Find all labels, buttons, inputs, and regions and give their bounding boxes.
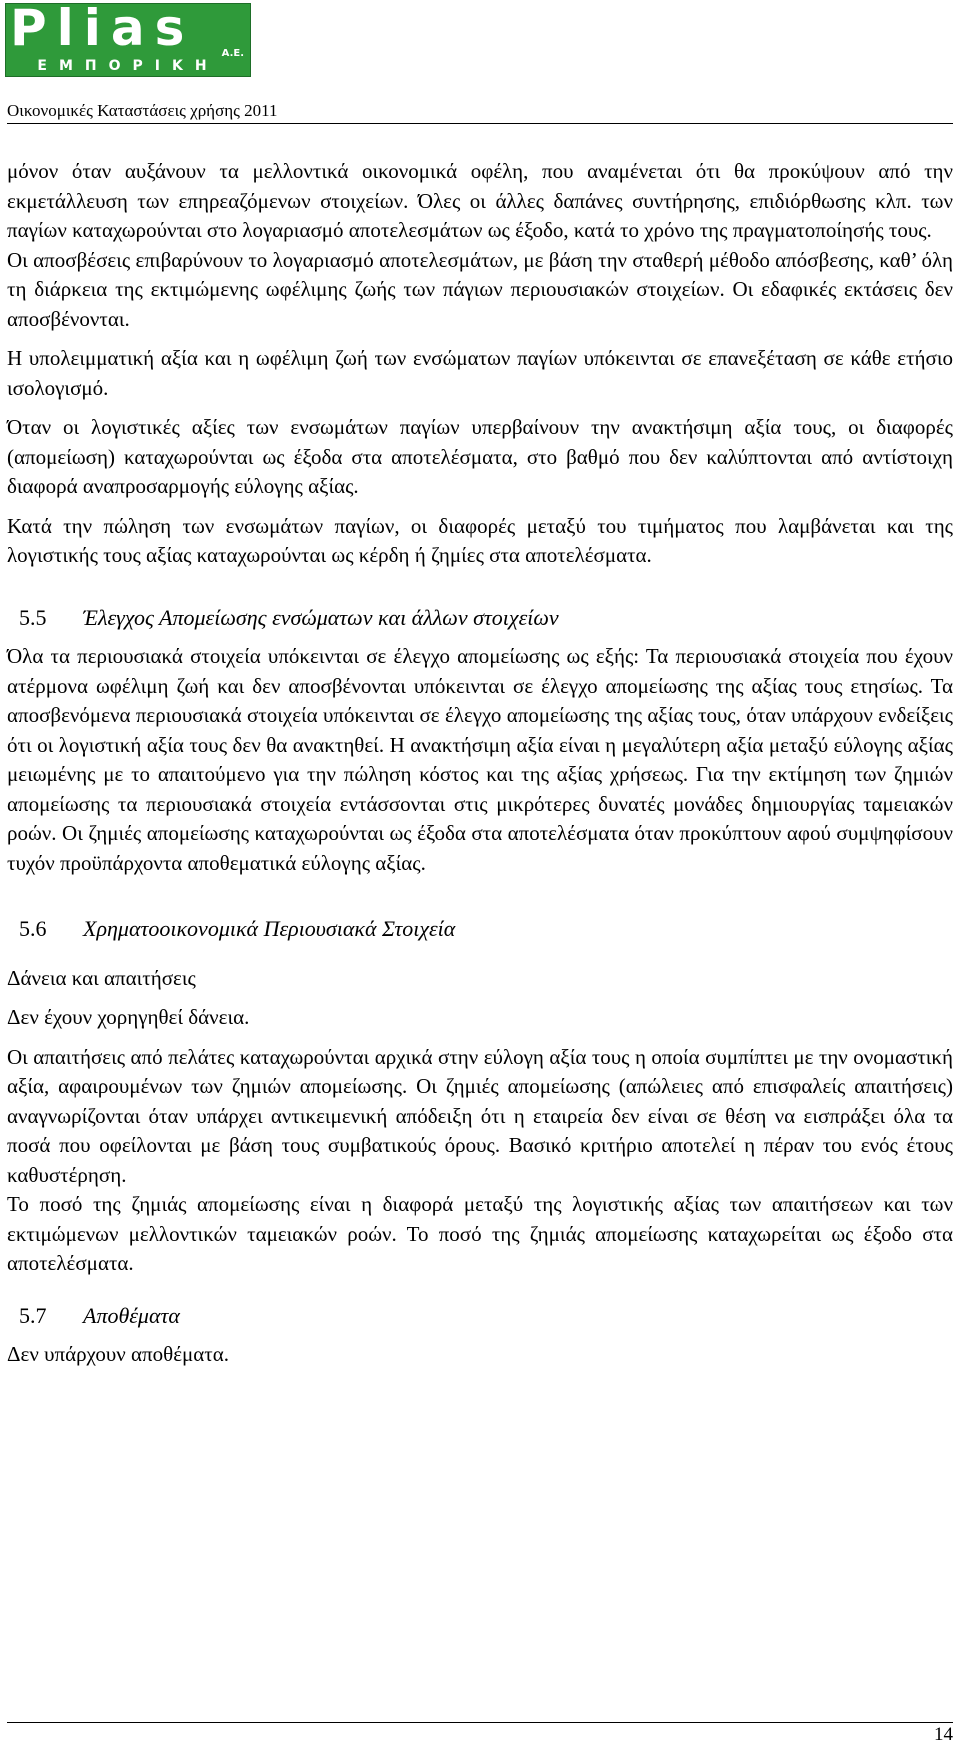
page-number: 14 [934, 1724, 953, 1745]
paragraph: Δεν υπάρχουν αποθέματα. [7, 1342, 229, 1366]
sub-heading: Δάνεια και απαιτήσεις [7, 965, 196, 990]
section-heading-5-7 [7, 1301, 953, 1331]
paragraph: Η υπολειμματική αξία και η ωφέλιμη ζωή των ενσώματων παγίων υπόκεινται σε επανεξέταση σε κάθε ετήσιο ισολογισμό. [7, 346, 953, 400]
section-number: 5.6 [19, 916, 47, 941]
paragraph: Το ποσό της ζημιάς απομείωσης είναι η διαφορά μεταξύ της λογιστικής αξίας των απαιτήσεων και των εκτιμώμενων μελλοντικών ταμειακών ροών. Το ποσό της ζημιάς απομείωσης καταχωρείται ως έξοδο στα αποτελέσματα. [7, 1192, 953, 1275]
logo-wordmark: Plias [10, 0, 195, 57]
footer-divider [7, 1722, 953, 1723]
paragraph: Όταν οι λογιστικές αξίες των ενσωμάτων παγίων υπερβαίνουν την ανακτήσιμη αξία τους, οι διαφορές (απομείωση) καταχωρούνται ως έξοδα στα αποτελέσματα, στο βαθμό που δεν καλύπτονται από αντίστοιχη διαφορά αναπροσαρμογής εύλογης αξίας. [7, 415, 953, 498]
paragraph: Όλα τα περιουσιακά στοιχεία υπόκεινται σε έλεγχο απομείωσης ως εξής: Τα περιουσιακά στοιχεία που έχουν ατέρμονα ωφέλιμη ζωή και δεν αποσβένονται υπόκεινται σε έλεγχο απομείωσης της αξίας τους ετησίως. Τα αποσβενόμενα περιουσιακά στοιχεία υπόκεινται σε έλεγχο απομείωσης της αξίας τους, όταν υπάρχουν ενδείξεις ότι οι λογιστική αξία τους δεν θα ανακτηθεί. Η ανακτήσιμη αξία είναι η μεγαλύτερη αξία μεταξύ εύλογης αξίας μειωμένης με το απαιτούμενο για την πώληση κόστος και της αξίας χρήσεως. Για την εκτίμηση των ζημιών απομείωσης τα περιουσιακά στοιχεία εντάσσονται στις μικρότερες δυνατές μονάδες δημιουργίας ταμειακών ροών. Οι ζημιές απομείωσης καταχωρούνται ως έξοδα στα αποτελέσματα όταν προκύπτουν αφού συμψηφίσουν τυχόν προϋπάρχοντα αποθεματικά εύλογης αξίας. [7, 644, 953, 875]
paragraph: μόνον όταν αυξάνουν τα μελλοντικά οικονομικά οφέλη, που αναμένεται ότι θα προκύψουν από την εκμετάλλευση των επηρεαζόμενων στοιχείων. Όλες οι άλλες δαπάνες συντήρησης, επιδιόρθωσης κλπ. των παγίων καταχωρούνται στο λογαριασμό αποτελεσμάτων ως έξοδο, κατά το χρόνο της πραγματοποίησής τους. [7, 159, 953, 242]
section-number: 5.7 [19, 1302, 47, 1328]
logo-ae-mark: A.E. [221, 48, 244, 59]
paragraph: Κατά την πώληση των ενσωμάτων παγίων, οι διαφορές μεταξύ του τιμήματος που λαμβάνεται και της λογιστικής τους αξίας καταχωρούνται ως κέρδη ή ζημίες στα αποτελέσματα. [7, 513, 953, 567]
company-logo [5, 0, 251, 77]
document-body [7, 157, 953, 1370]
running-header: Οικονομικές Καταστάσεις χρήσης 2011 [7, 101, 278, 120]
section-heading-5-5 [7, 603, 953, 633]
section-title: Έλεγχος Απομείωσης ενσώματων και άλλων στοιχείων [83, 604, 559, 630]
paragraph: Δεν έχουν χορηγηθεί δάνεια. [7, 1005, 250, 1029]
paragraph: Οι αποσβέσεις επιβαρύνουν το λογαριασμό αποτελεσμάτων, με βάση την σταθερή μέθοδο απόσβεσης, καθ’ όλη τη διάρκεια της εκτιμώμενης ωφέλιμης ζωής των πάγιων περιουσιακών στοιχείων. Οι εδαφικές εκτάσεις δεν αποσβένονται. [7, 247, 953, 331]
section-title: Αποθέματα [83, 1302, 180, 1328]
section-heading-5-6 [7, 914, 953, 944]
section-number: 5.5 [19, 604, 47, 630]
section-title: Χρηματοοικονομικά Περιουσιακά Στοιχεία [83, 916, 456, 941]
header-divider [7, 123, 953, 124]
logo-subtitle: ΕΜΠΟΡΙΚΗ [37, 58, 219, 74]
paragraph: Οι απαιτήσεις από πελάτες καταχωρούνται αρχικά στην εύλογη αξία τους η οποία συμπίπτει με την ονομαστική αξία, αφαιρουμένων των ζημιών απομείωσης. Οι ζημιές απομείωσης (απώλειες από επισφαλείς απαιτήσεις) αναγνωρίζονται όταν υπάρχει αντικειμενική απόδειξη ότι η εταιρεία δεν είναι σε θέση να εισπράξει όλα τα ποσά που οφείλονται με βάση τους συμβατικούς όρους. Βασικό κριτήριο αποτελεί η πέραν του ενός έτους καθυστέρηση. [7, 1044, 953, 1187]
